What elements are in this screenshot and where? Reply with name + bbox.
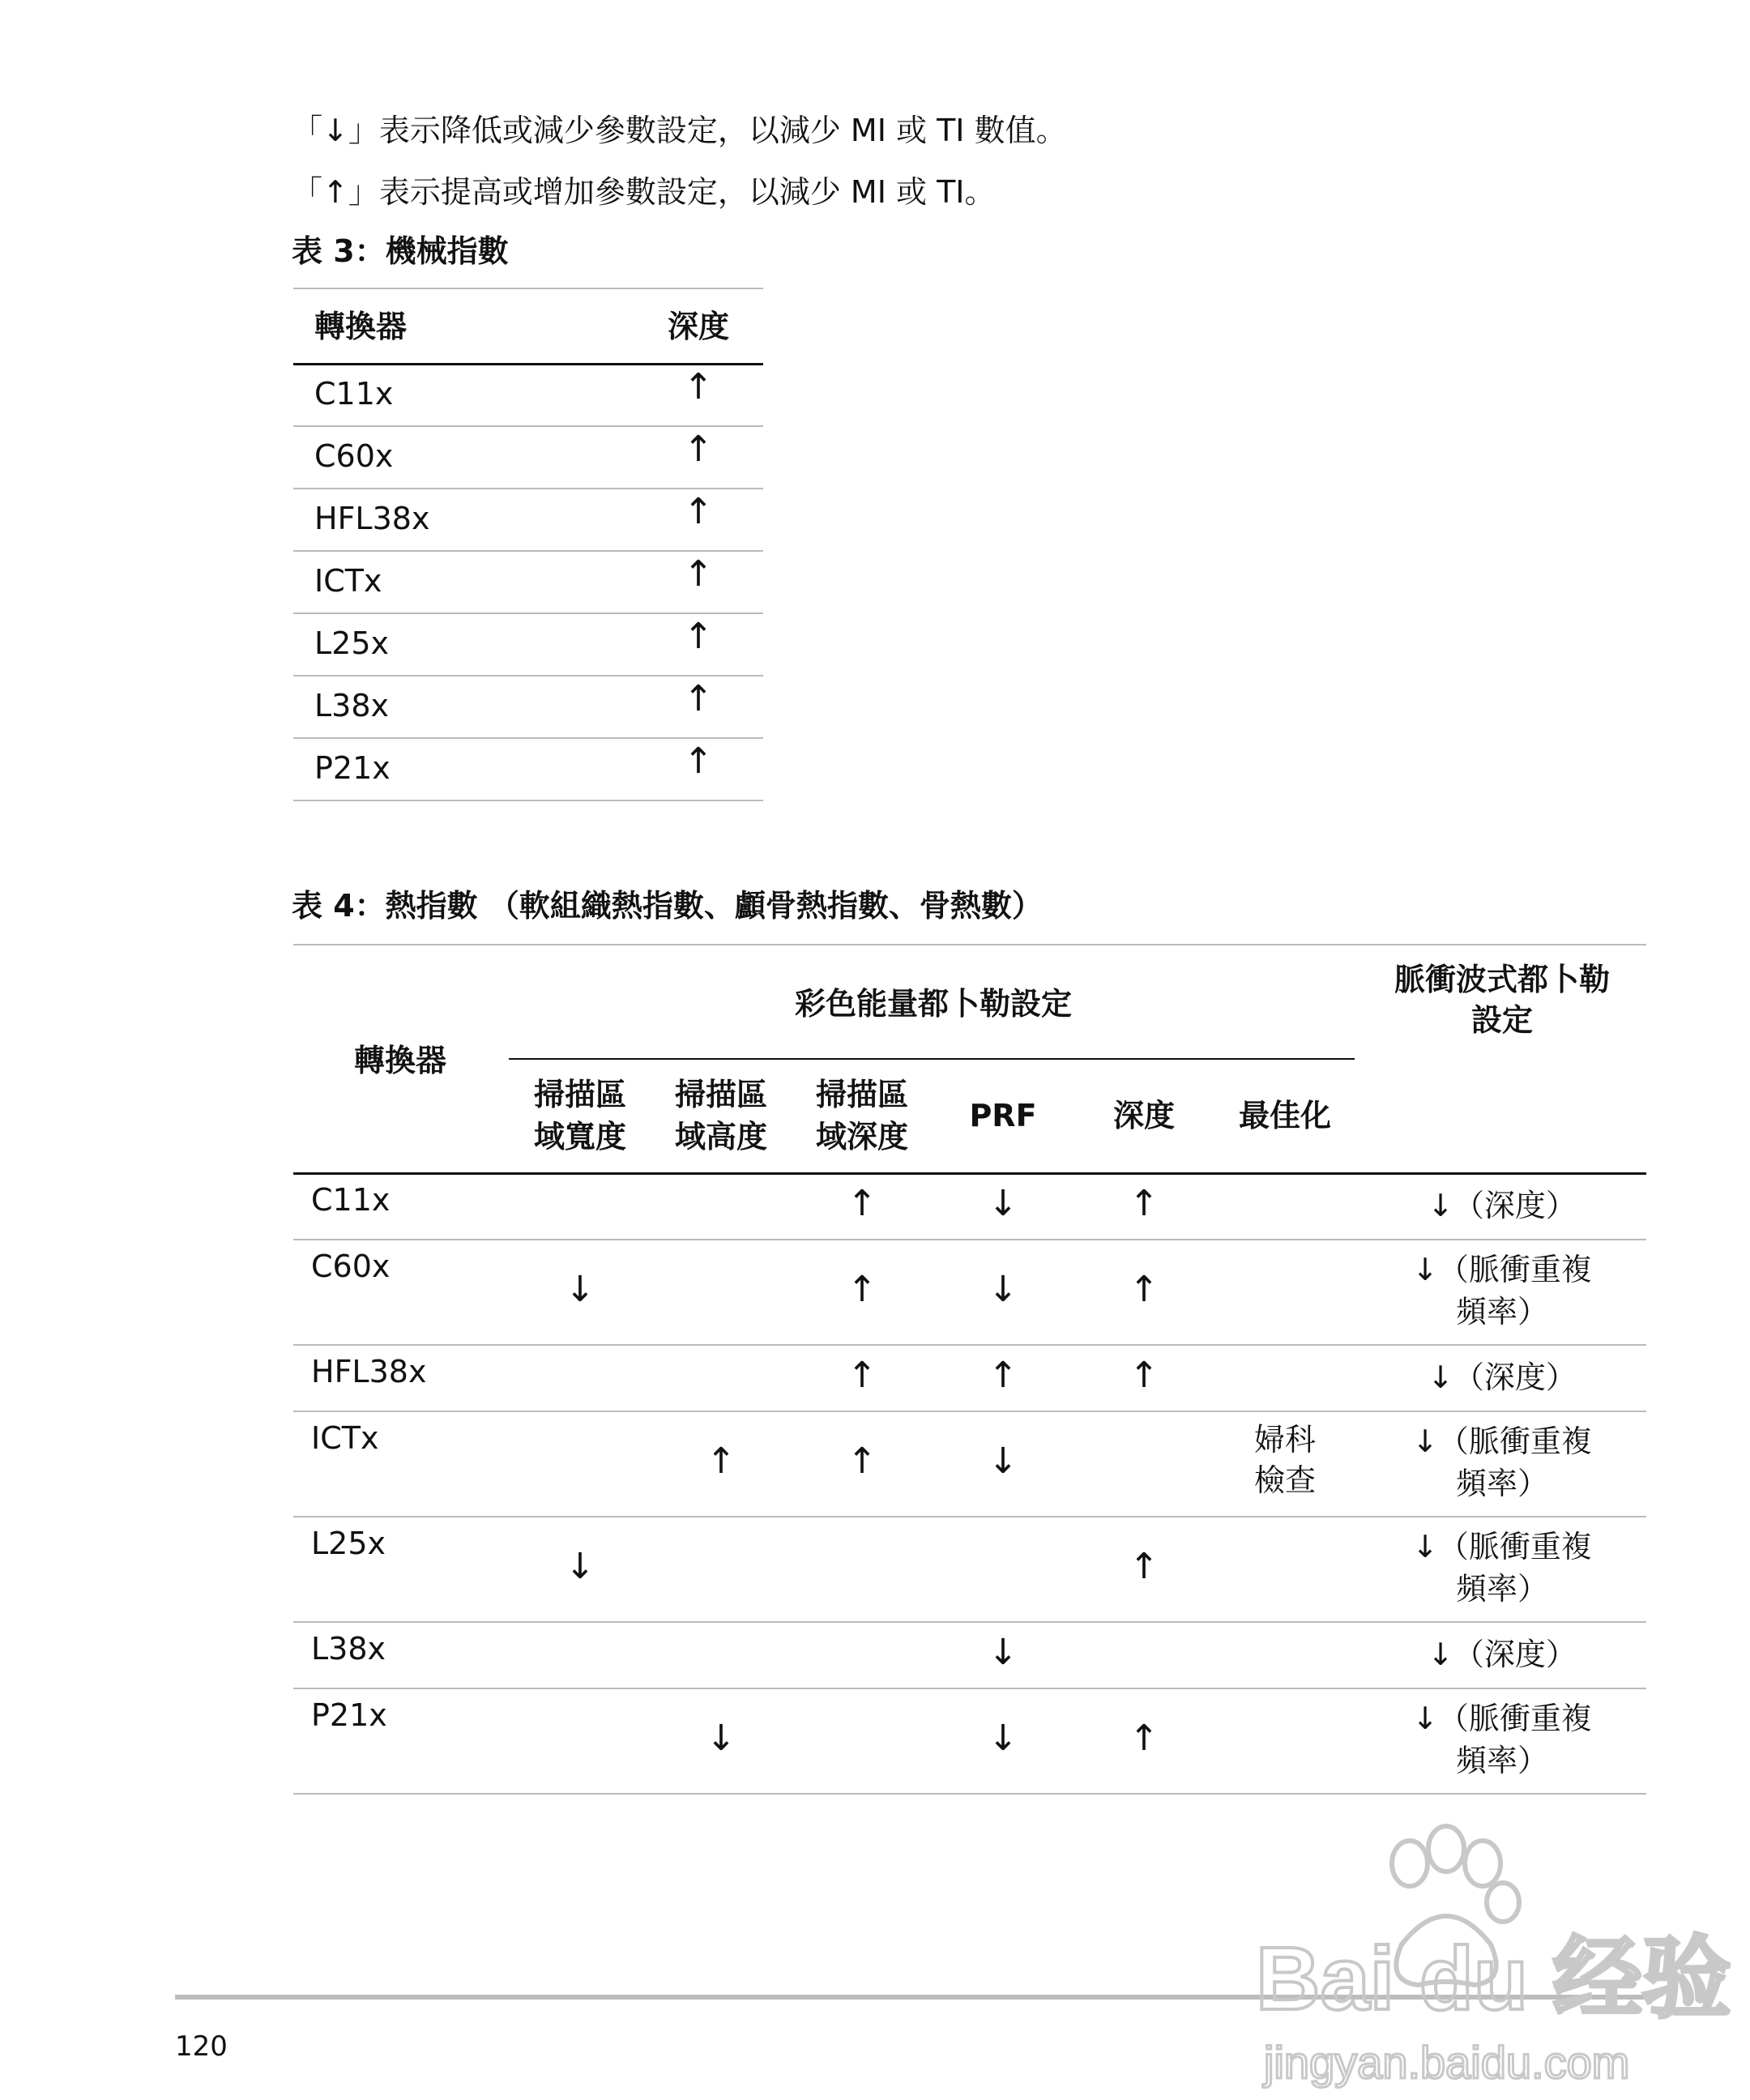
table3-row-depth: ↑ — [683, 553, 714, 595]
table4-cell-arrow: ↓ — [988, 1269, 1018, 1310]
table4-cell-arrow: ↑ — [1129, 1183, 1159, 1224]
table4-cell-arrow: ↓ — [988, 1632, 1018, 1673]
page-number: 120 — [175, 2030, 228, 2063]
table3-row-depth: ↑ — [683, 741, 714, 782]
table4-group-rule — [509, 1058, 1355, 1060]
table4-pw-cell-line1: ↓（脈衝重複 — [1412, 1423, 1592, 1459]
table3-row-rule — [293, 737, 763, 739]
table4-pw-cell: ↓（深度） — [1428, 1359, 1577, 1395]
table3-header-transducer: 轉換器 — [314, 309, 408, 344]
table4-cell-arrow: ↓ — [988, 1441, 1018, 1482]
table4-cell-arrow: ↑ — [1129, 1269, 1159, 1310]
table4-subheader-line1: 掃描區 — [674, 1077, 767, 1112]
table3-row-transducer: P21x — [314, 750, 391, 786]
table4-cell-arrow: ↓ — [565, 1546, 595, 1587]
table3-row-depth: ↑ — [683, 491, 714, 532]
table4-subheader-line2: 域寬度 — [533, 1119, 626, 1155]
table4-cell-arrow: ↑ — [847, 1183, 877, 1224]
table4-cell-arrow: ↓ — [988, 1718, 1018, 1759]
table4-pw-cell-line1: ↓（脈衝重複 — [1412, 1701, 1592, 1736]
table4-cell-arrow: ↑ — [1129, 1355, 1159, 1396]
table3-row-rule — [293, 612, 763, 614]
table4-cell-arrow: ↑ — [988, 1355, 1018, 1396]
table4-pw-cell-line2: 頻率） — [1455, 1743, 1548, 1778]
table4-row-transducer: C60x — [311, 1248, 391, 1284]
table4-row-transducer: ICTx — [311, 1420, 379, 1456]
table4-row-rule — [293, 1793, 1646, 1795]
table4-cell-arrow: ↓ — [988, 1183, 1018, 1224]
table3-row-transducer: L25x — [314, 625, 390, 661]
table4-pw-cell-line1: ↓（脈衝重複 — [1412, 1529, 1592, 1564]
table3-row-depth: ↑ — [683, 429, 714, 470]
table4-subheader-line2: 域高度 — [674, 1119, 767, 1155]
table4-group-header: 彩色能量都卜勒設定 — [794, 986, 1072, 1022]
table4-cell-arrow: ↑ — [1129, 1718, 1159, 1759]
table4-row-rule — [293, 1344, 1646, 1346]
table3-row-depth: ↑ — [683, 616, 714, 657]
baidu-jingyan-watermark — [1240, 1823, 1731, 2090]
table4-header-rule — [293, 1172, 1646, 1175]
table3-row-rule — [293, 800, 763, 801]
table3-row-rule — [293, 488, 763, 489]
table3-row-depth: ↑ — [683, 366, 714, 408]
table4-header-transducer: 轉換器 — [353, 1043, 446, 1078]
table4-row-transducer: L25x — [311, 1526, 386, 1561]
watermark-brand-text: Bai du 经验 — [1256, 1929, 1731, 2029]
table4-cell-arrow: ↑ — [1129, 1546, 1159, 1587]
table4-pw-cell-line2: 頻率） — [1455, 1294, 1548, 1330]
table3-row-rule — [293, 675, 763, 677]
table4-cell-arrow: ↑ — [847, 1441, 877, 1482]
table4-row-rule — [293, 1239, 1646, 1240]
table3-row-transducer: HFL38x — [314, 501, 430, 536]
table4-cell-arrow: ↑ — [847, 1355, 877, 1396]
legend-up-text: 「↑」表示提高或增加參數設定，以減少 MI 或 TI。 — [292, 174, 996, 210]
table4-subheader-line1: 掃描區 — [815, 1077, 908, 1112]
table3-header-depth: 深度 — [667, 309, 729, 344]
table4-cell-arrow: ↑ — [847, 1269, 877, 1310]
table4-cell-text: 婦科 — [1253, 1422, 1316, 1458]
table4-row-transducer: L38x — [311, 1631, 386, 1667]
table4-pw-cell-line2: 頻率） — [1455, 1571, 1548, 1607]
table3-row-rule — [293, 425, 763, 427]
table4-pw-header-line1: 脈衝波式都卜勒 — [1394, 962, 1610, 997]
table3-caption: 表 3：機械指數 — [292, 233, 509, 269]
table3-top-rule — [293, 288, 763, 289]
table4-cell-text: 檢查 — [1253, 1462, 1316, 1498]
table4-row-transducer: HFL38x — [311, 1354, 427, 1389]
table4-cell-arrow: ↓ — [706, 1718, 736, 1759]
table4-row-transducer: P21x — [311, 1697, 387, 1733]
table3-row-transducer: L38x — [314, 688, 390, 723]
table4-cell-arrow: ↑ — [706, 1441, 736, 1482]
table3-row-transducer: C11x — [314, 376, 394, 412]
table4-row-rule — [293, 1516, 1646, 1517]
table4-subheader: 最佳化 — [1238, 1098, 1331, 1133]
table4-subheader-line2: 域深度 — [815, 1119, 908, 1155]
table3-row-transducer: ICTx — [314, 563, 382, 599]
table4-pw-cell: ↓（深度） — [1428, 1188, 1577, 1223]
table4-row-transducer: C11x — [311, 1182, 391, 1218]
legend-down-text: 「↓」表示降低或減少參數設定，以減少 MI 或 TI 數值。 — [292, 113, 1067, 148]
table4-subheader-line1: 掃描區 — [533, 1077, 626, 1112]
table4-top-rule — [293, 944, 1646, 945]
table3-header-rule — [293, 363, 763, 365]
table4-row-rule — [293, 1621, 1646, 1623]
table4-subheader: PRF — [969, 1098, 1037, 1133]
table3-row-transducer: C60x — [314, 438, 394, 474]
table4-pw-cell-line1: ↓（脈衝重複 — [1412, 1252, 1592, 1287]
table4-row-rule — [293, 1688, 1646, 1689]
table4-caption: 表 4：熱指數 （軟組織熱指數、顱骨熱指數、骨熱數） — [292, 888, 1043, 924]
table4-subheader: 深度 — [1112, 1098, 1175, 1133]
table4-pw-header-line2: 設定 — [1470, 1002, 1533, 1038]
watermark-url-text: jingyan.baidu.com — [1264, 2037, 1630, 2088]
table4-row-rule — [293, 1411, 1646, 1412]
table3-row-rule — [293, 550, 763, 552]
table4-cell-arrow: ↓ — [565, 1269, 595, 1310]
table3-row-depth: ↑ — [683, 678, 714, 719]
table4-pw-cell-line2: 頻率） — [1455, 1466, 1548, 1501]
table4-pw-cell: ↓（深度） — [1428, 1637, 1577, 1672]
